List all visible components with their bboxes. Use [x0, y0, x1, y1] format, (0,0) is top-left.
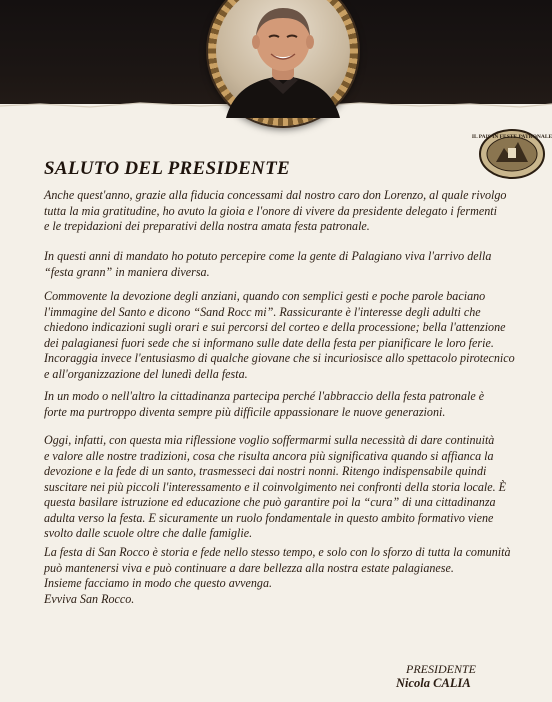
stamp-lettering: IL PAIS IN FESTE PATRONALE — [471, 134, 552, 140]
paragraph-line: forte ma purtroppo diventa sempre più difficile appassionare le nuove generazioni. — [44, 404, 446, 419]
president-portrait — [216, 0, 350, 118]
paragraph — [44, 433, 540, 542]
signature-role: PRESIDENTE — [406, 662, 476, 676]
paragraph-line: suscitare nei più piccoli l'interessamento e il coinvolgimento nei confronti della storia locale. È — [44, 479, 507, 494]
paragraph-line: adulta verso la festa. E sicuramente un ruolo fondamentale in questo ambito formativo viene — [44, 510, 494, 525]
paragraph-line: devozione e la fede di un santo, trasmesseci dai nostri nonni. Ritengo indispensabile quindi — [44, 464, 487, 478]
paragraph-line: questa basilare istruzione ed educazione che può garantire poi la “cura” di una cittadinanza — [44, 495, 496, 509]
paragraph — [44, 289, 540, 382]
paragraph-line: In un modo o nell'altro la cittadinanza partecipa perché l'abbraccio della festa patronale è — [44, 389, 485, 403]
president-portrait-figure — [216, 0, 350, 118]
paragraph-line: Commovente la devozione degli anziani, quando con semplici gesti e poche parole baciano — [44, 289, 486, 303]
paragraph-line: In questi anni di mandato ho potuto percepire come la gente di Palagiano viva l'arrivo della — [44, 249, 492, 263]
paragraph-line: chiedono indicazioni sugli orari e sui percorsi del corteo e della processione; bella l'attenzione — [44, 320, 506, 334]
paragraph-line: l'immagine del Santo e dicono “Sand Rocc mi”. Rassicurante è l'interesse degli adulti che — [44, 304, 481, 319]
paragraph — [44, 545, 540, 607]
paragraph-line: Anche quest'anno, grazie alla fiducia concessami dal nostro caro don Lorenzo, al quale rivolgo — [44, 188, 507, 202]
paragraph-line: e le trepidazioni dei preparativi della nostra amata festa patronale. — [44, 219, 370, 233]
paragraph-line: La festa di San Rocco è storia e fede nello stesso tempo, e solo con lo sforzo di tutta la comunità — [44, 545, 511, 559]
paragraph-line: svolto dalle scuole oltre che dalle famiglie. — [44, 526, 253, 540]
paragraph-line: Oggi, infatti, con questa mia riflessione voglio soffermarmi sulla necessità di dare continuità — [44, 433, 495, 447]
signature-name: Nicola CALIA — [396, 676, 471, 690]
paragraph-line: e all'organizzazione del lunedì della festa. — [44, 366, 248, 381]
paragraph — [44, 389, 540, 420]
paragraph-line: dei palagianesi fuori sede che si informano sulle date della festa per pianificare le loro ferie. — [44, 335, 494, 350]
paragraph-line: tutta la mia gratitudine, ho avuto la gioia e l'onore di vivere da presidente delegato i fermenti — [44, 203, 498, 218]
paragraph-line: e valore alle nostre tradizioni, cosa che risulta ancora più significativa quando si affianca la — [44, 448, 494, 463]
paragraph-line: “festa grann” in maniera diversa. — [44, 264, 210, 279]
paragraph — [44, 249, 540, 280]
page-title: SALUTO DEL PRESIDENTE — [44, 158, 290, 179]
paragraph-line: Evviva San Rocco. — [44, 591, 135, 606]
paragraph-line: Insieme facciamo in modo che questo avvenga. — [44, 576, 273, 590]
paragraph — [44, 188, 540, 235]
festival-stamp — [471, 128, 552, 180]
paragraph-line: può mantenersi viva e può continuare a dare bellezza alla nostra estate palagianese. — [44, 560, 454, 575]
paragraph-line: Incoraggia invece l'entusiasmo di qualche giovane che si incuriosisce allo spettacolo pirotecnico — [44, 351, 515, 365]
portrait-medallion — [208, 0, 358, 126]
